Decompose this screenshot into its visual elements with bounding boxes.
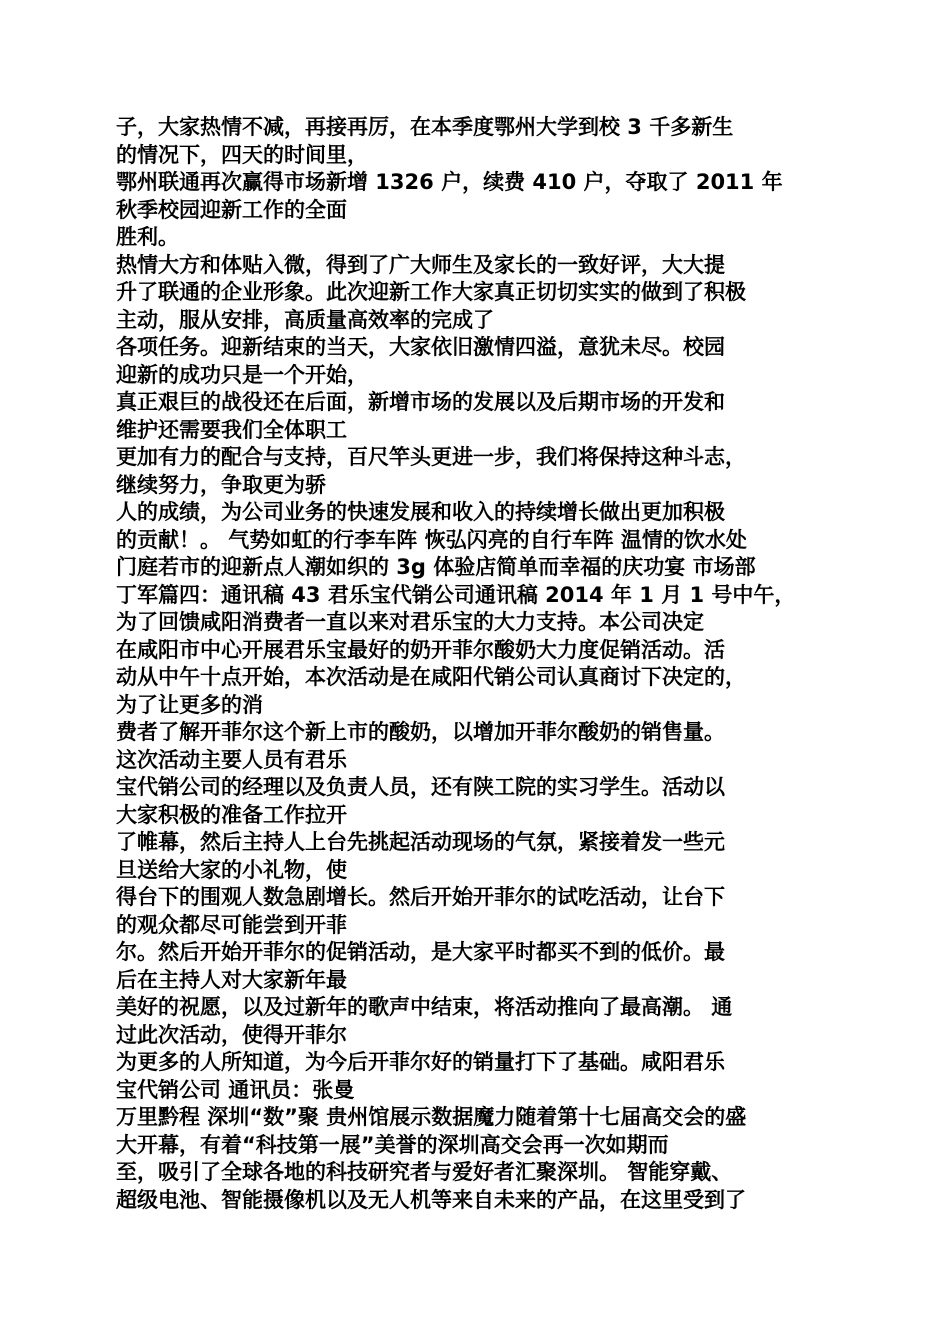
text-line: 胜利。 [116,225,179,249]
text-line: 动从中午十点开始，本次活动是在咸阳代销公司认真商讨下决定的， [116,665,746,689]
text-line: 的情况下，四天的时间里， [116,142,368,167]
text-line: 子，大家热情不减，再接再厉，在本季度鄂州大学到校 3 千多新生 [116,115,734,139]
text-line: 过此次活动，使得开菲尔 [116,1022,347,1047]
text-line: 宝代销公司的经理以及负责人员，还有陕工院的实习学生。活动以 [116,775,725,799]
text-line: 门庭若市的迎新点人潮如织的 3g 体验店简单而幸福的庆功宴 市场部 [116,555,756,579]
text-line: 至，吸引了全球各地的科技研究者与爱好者汇聚深圳。 智能穿戴、 [116,1160,733,1184]
text-line: 后在主持人对大家新年最 [116,967,347,992]
text-line: 真正艰巨的战役还在后面，新增市场的发展以及后期市场的开发和 [116,390,725,414]
text-line: 各项任务。迎新结束的当天，大家依旧激情四溢，意犹未尽。校园 [116,335,725,359]
text-line: 人的成绩，为公司业务的快速发展和收入的持续增长做出更加积极 [116,500,725,524]
text-line: 万里黔程 深圳“数”聚 贵州馆展示数据魔力随着第十七届高交会的盛 [116,1105,747,1129]
text-line: 旦送给大家的小礼物，使 [116,857,347,882]
text-line: 主动，服从安排，高质量高效率的完成了 [116,307,494,332]
text-line: 继续努力，争取更为骄 [116,472,326,497]
text-line: 热情大方和体贴入微，得到了广大师生及家长的一致好评，大大提 [116,252,725,277]
text-line: 丁军篇四：通讯稿 43 君乐宝代销公司通讯稿 2014 年 1 月 1 号中午， [116,582,796,607]
text-line: 这次活动主要人员有君乐 [116,747,347,772]
text-line: 得台下的围观人数急剧增长。然后开始开菲尔的试吃活动，让台下 [116,885,725,909]
text-line: 迎新的成功只是一个开始， [116,362,368,387]
text-line: 大家积极的准备工作拉开 [116,802,347,827]
text-line: 的贡献！。 气势如虹的行李车阵 恢弘闪亮的自行车阵 温情的饮水处 [116,527,747,552]
text-line: 费者了解开菲尔这个新上市的酸奶，以增加开菲尔酸奶的销售量。 [116,720,725,744]
text-line: 为更多的人所知道，为今后开菲尔好的销量打下了基础。咸阳君乐 [116,1050,725,1074]
text-line: 为了让更多的消 [116,692,263,717]
text-line: 尔。然后开始开菲尔的促销活动，是大家平时都买不到的低价。最 [116,940,725,964]
document-body [116,114,846,1214]
text-line: 维护还需要我们全体职工 [116,417,347,442]
text-line: 大开幕，有着“科技第一展”美誉的深圳高交会再一次如期而 [116,1132,669,1157]
text-line: 美好的祝愿，以及过新年的歌声中结束，将活动推向了最高潮。 通 [116,995,733,1019]
text-line: 更加有力的配合与支持，百尺竿头更进一步，我们将保持这种斗志， [116,445,746,469]
text-line: 为了回馈咸阳消费者一直以来对君乐宝的大力支持。本公司决定 [116,610,704,634]
text-line: 在咸阳市中心开展君乐宝最好的奶开菲尔酸奶大力度促销活动。活 [116,637,725,662]
text-line: 秋季校园迎新工作的全面 [116,197,347,222]
text-line: 宝代销公司 通讯员：张曼 [116,1077,355,1102]
text-line: 的观众都尽可能尝到开菲 [116,912,347,937]
text-line: 了帷幕，然后主持人上台先挑起活动现场的气氛，紧接着发一些元 [116,830,725,854]
text-line: 升了联通的企业形象。此次迎新工作大家真正切切实实的做到了积极 [116,280,746,304]
text-line: 鄂州联通再次赢得市场新增 1326 户，续费 410 户，夺取了 2011 年 [116,170,783,194]
text-line: 超级电池、智能摄像机以及无人机等来自未来的产品，在这里受到了 [116,1187,746,1212]
